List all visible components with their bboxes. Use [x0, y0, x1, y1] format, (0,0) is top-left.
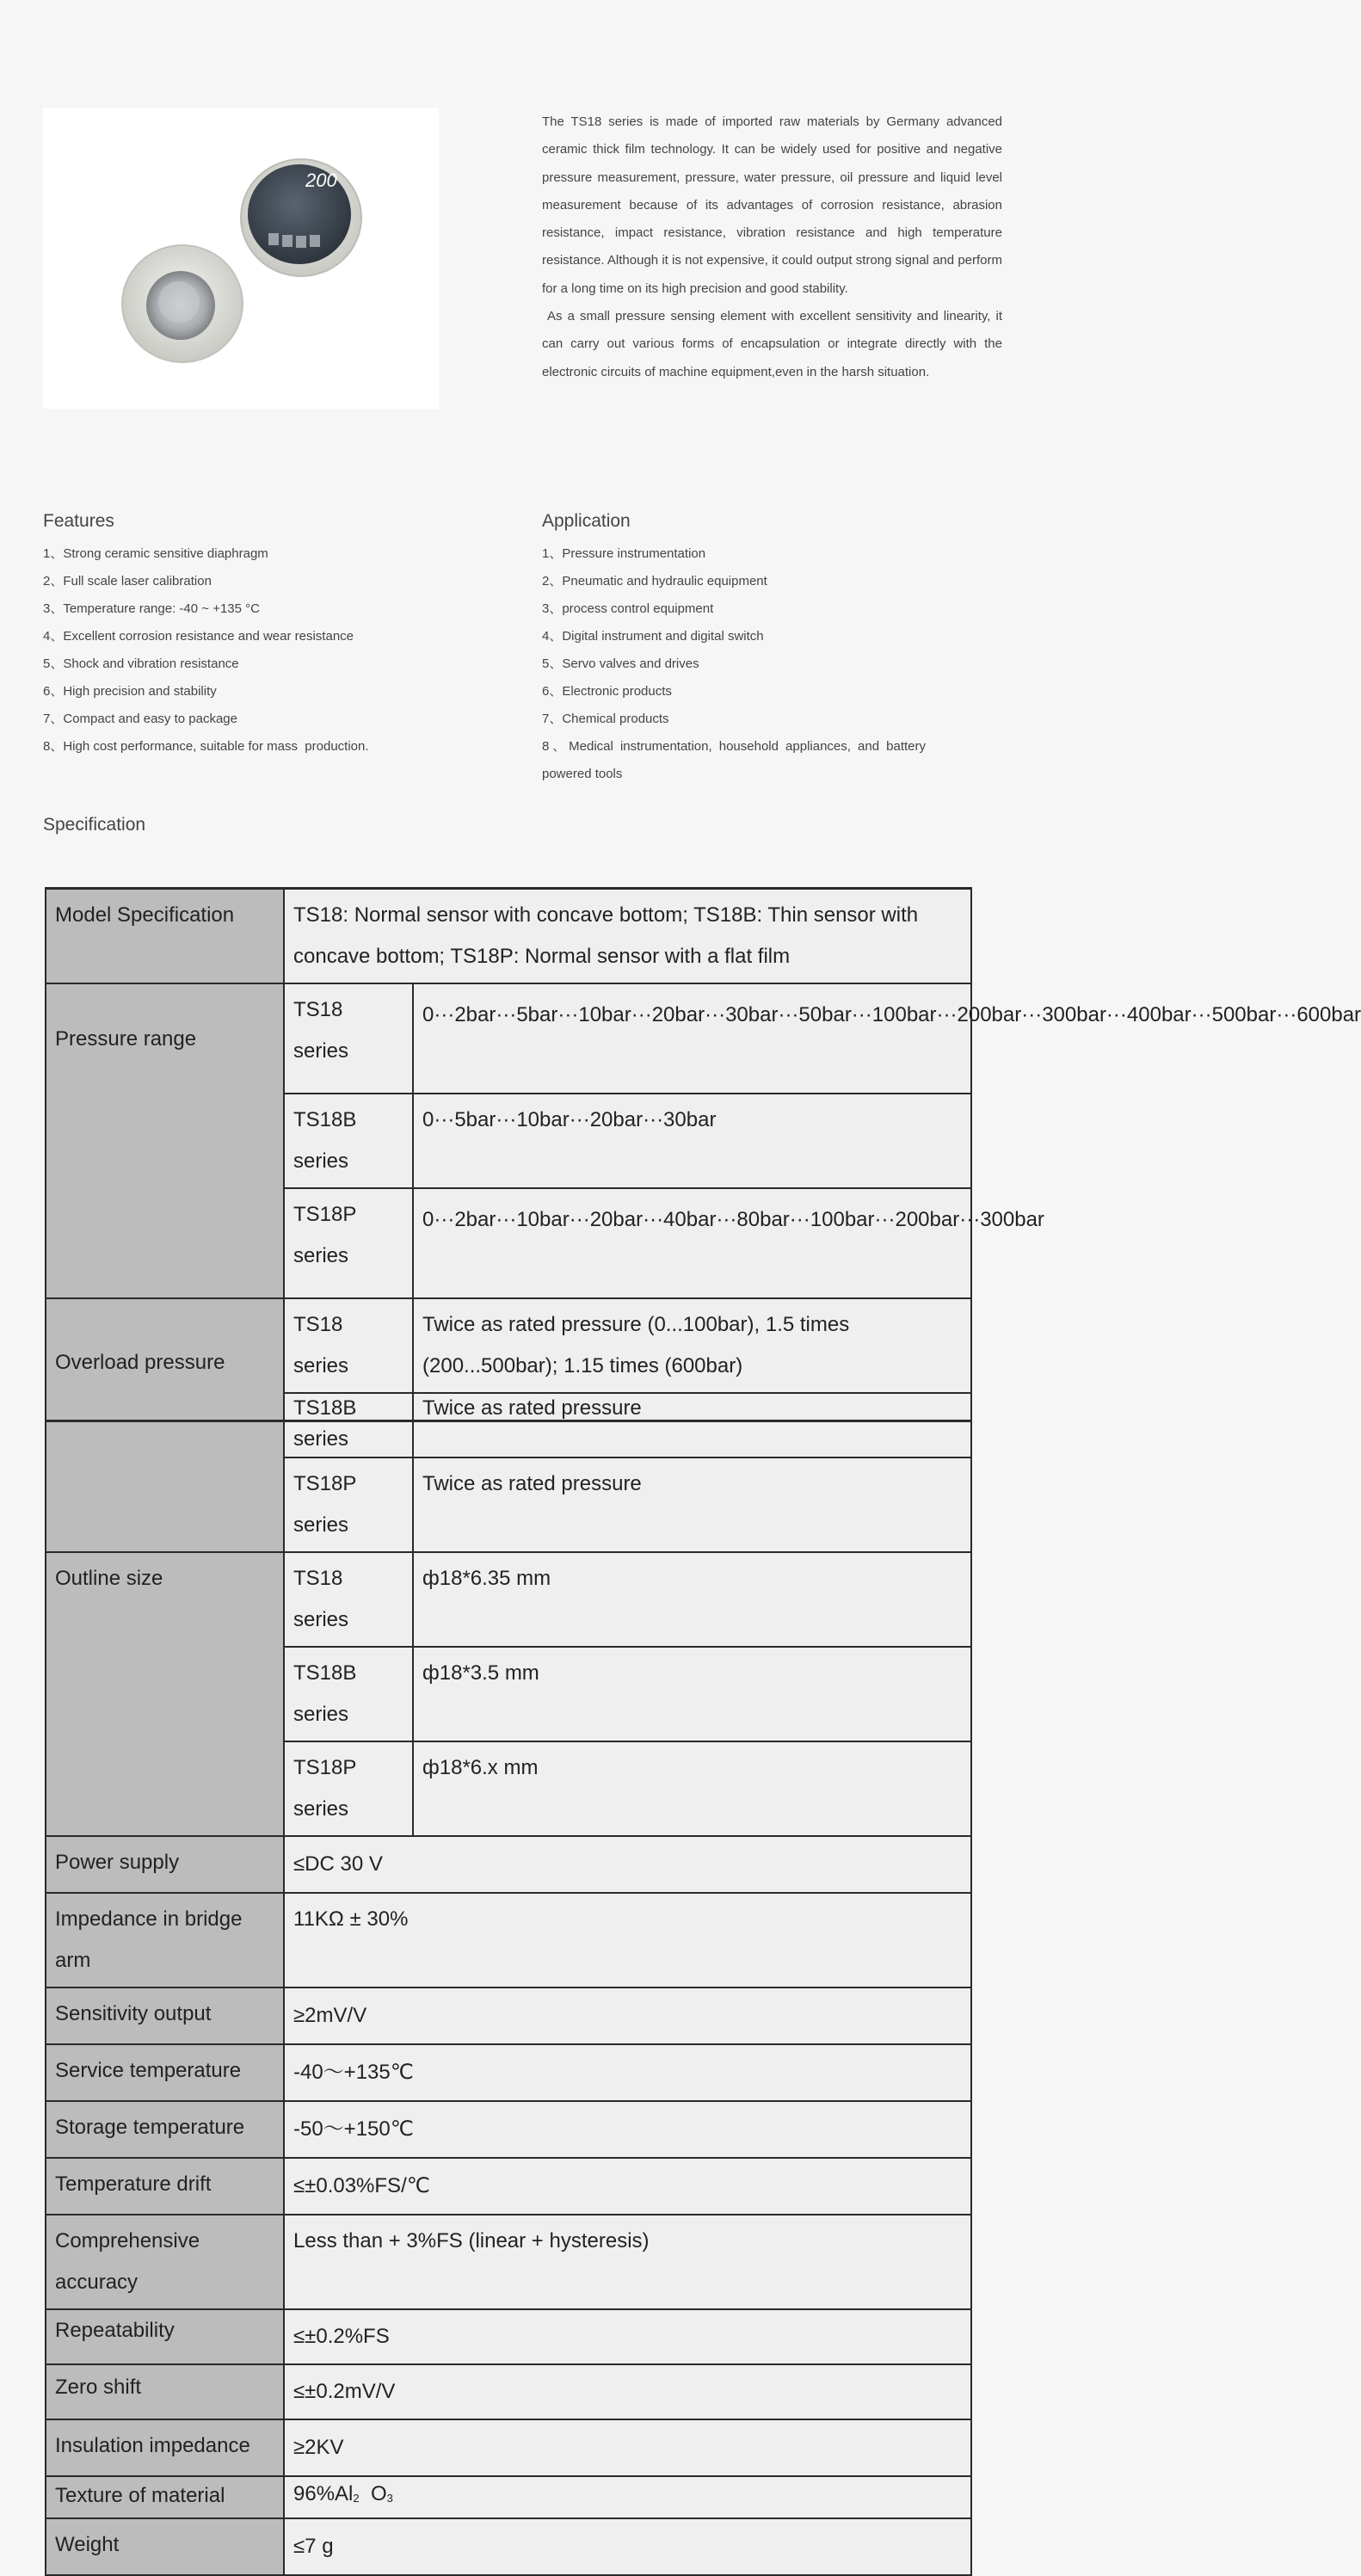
- spec-value: 0···5bar···10bar···20bar···30bar: [413, 1094, 971, 1188]
- spec-label: Impedance in bridge arm: [46, 1893, 284, 1987]
- features-list: [43, 540, 490, 761]
- spec-label: Repeatability: [46, 2309, 284, 2364]
- spec-value: ф18*6.35 mm: [413, 1552, 971, 1647]
- sensor-top-view: [241, 159, 361, 276]
- table-row: [46, 983, 971, 1094]
- table-row: [46, 2476, 971, 2518]
- table-row: [46, 2309, 971, 2364]
- application-heading: Application: [542, 511, 631, 531]
- table-row: [46, 2215, 971, 2309]
- spec-label: Sensitivity output: [46, 1987, 284, 2044]
- feature-item: 6、High precision and stability: [43, 684, 217, 699]
- spec-value: ф18*6.x mm: [413, 1741, 971, 1836]
- spec-sublabel: TS18 series: [284, 1552, 413, 1647]
- spec-value-material: [284, 2476, 971, 2518]
- table-row: [46, 1893, 971, 1987]
- spec-value: ≤±0.2mV/V: [284, 2364, 971, 2419]
- spec-label: Service temperature: [46, 2044, 284, 2101]
- feature-item: 2、Full scale laser calibration: [43, 574, 212, 589]
- spec-sublabel: TS18B series: [284, 1647, 413, 1741]
- spec-sublabel: TS18P series: [284, 1188, 413, 1298]
- spec-label: Texture of material: [46, 2476, 284, 2518]
- application-item: 2、Pneumatic and hydraulic equipment: [542, 574, 767, 589]
- description-paragraph-1: The TS18 series is made of imported raw materials by Germany advanced ceramic thick film technology. It can be widely used for positive and negative pressure measurement, pressure, water pressure, oil pressure and liquid level measurement because of its advantages of corrosion resistance, abrasion resistance, impact resistance, vibration resistance and high temperature resistance. Although it is not expensive, it could output strong signal and perform for a long time on its high precision and good stability.: [542, 114, 1002, 296]
- spec-value: 0···2bar···5bar···10bar···20bar···30bar···50bar···100bar···200bar···300bar···400bar···500bar···600bar: [413, 983, 971, 1094]
- spec-label: Storage temperature: [46, 2101, 284, 2158]
- feature-item: 5、Shock and vibration resistance: [43, 656, 239, 671]
- feature-item: 1、Strong ceramic sensitive diaphragm: [43, 546, 268, 561]
- specification-table: [45, 887, 1361, 2576]
- feature-item: 4、Excellent corrosion resistance and wear resistance: [43, 629, 354, 644]
- specification-heading: Specification: [43, 815, 146, 835]
- sensor-marking: 200: [305, 169, 337, 191]
- spec-label: Outline size: [46, 1552, 284, 1836]
- product-image: [43, 108, 439, 409]
- spec-value: -50～+150℃: [284, 2101, 971, 2158]
- feature-item: 3、Temperature range: -40 ~ +135 °C: [43, 601, 260, 616]
- feature-item: 7、Compact and easy to package: [43, 712, 237, 726]
- spec-label: Insulation impedance: [46, 2419, 284, 2476]
- sensor-bottom-view: [122, 245, 243, 362]
- spec-sublabel: TS18B series: [284, 1094, 413, 1188]
- table-row: [46, 1298, 971, 1393]
- table-row: [46, 2364, 971, 2419]
- material-formula-sub: 2: [353, 2492, 360, 2505]
- spec-value: TS18: Normal sensor with concave bottom; TS18B: Thin sensor with concave bottom; TS18P: Normal sensor with a flat film: [284, 889, 971, 984]
- table-row: [46, 2101, 971, 2158]
- application-item: 5、Servo valves and drives: [542, 656, 699, 671]
- spec-value: ф18*3.5 mm: [413, 1647, 971, 1741]
- spec-sublabel: TS18 series: [284, 1298, 413, 1393]
- spec-label: Overload pressure: [46, 1298, 284, 1421]
- spec-value: 0···2bar···10bar···20bar···40bar···80bar···100bar···200bar···300bar: [413, 1188, 971, 1298]
- table-row: [46, 2518, 971, 2575]
- table-row: [46, 2419, 971, 2476]
- product-description: [542, 108, 1007, 386]
- description-paragraph-2: As a small pressure sensing element with excellent sensitivity and linearity, it can carry out various forms of encapsulation or integrate directly with the electronic circuits of machine equipment,even in the harsh situation.: [542, 309, 1007, 379]
- spec-value: Less than + 3%FS (linear + hysteresis): [284, 2215, 971, 2309]
- spec-sublabel: TS18P series: [284, 1741, 413, 1836]
- spec-sublabel: TS18B: [284, 1393, 413, 1421]
- spec-sublabel: series: [284, 1421, 413, 1458]
- material-formula-sub: 3: [386, 2492, 393, 2505]
- spec-value: -40～+135℃: [284, 2044, 971, 2101]
- spec-label: Model Specification: [46, 889, 284, 984]
- spec-value: ≤7 g: [284, 2518, 971, 2575]
- spec-sublabel: TS18P series: [284, 1457, 413, 1552]
- spec-label: Temperature drift: [46, 2158, 284, 2215]
- application-item: 3、process control equipment: [542, 601, 714, 616]
- spec-label: Power supply: [46, 1836, 284, 1893]
- spec-label: Pressure range: [46, 983, 284, 1298]
- table-row: [46, 1421, 971, 1458]
- features-heading: Features: [43, 511, 114, 531]
- application-item: 7、Chemical products: [542, 712, 669, 726]
- table-row: [46, 2158, 971, 2215]
- spec-value: ≥2mV/V: [284, 1987, 971, 2044]
- material-formula-main: 96%Al: [293, 2482, 354, 2505]
- spec-value: Twice as rated pressure: [413, 1457, 971, 1552]
- spec-label: Comprehensive accuracy: [46, 2215, 284, 2309]
- spec-value: ≤±0.2%FS: [284, 2309, 971, 2364]
- application-item: 6、Electronic products: [542, 684, 672, 699]
- spec-value: Twice as rated pressure: [413, 1393, 971, 1421]
- spec-label: Zero shift: [46, 2364, 284, 2419]
- sensor-illustration: [43, 108, 439, 409]
- spec-value: Twice as rated pressure (0...100bar), 1.5 times (200...500bar); 1.15 times (600bar): [413, 1298, 971, 1393]
- spec-value: ≤DC 30 V: [284, 1836, 971, 1893]
- application-list: [542, 540, 926, 788]
- feature-item: 8、High cost performance, suitable for mass production.: [43, 739, 369, 754]
- spec-label-continued: [46, 1421, 284, 1553]
- table-row: [46, 1836, 971, 1893]
- application-item: 4、Digital instrument and digital switch: [542, 629, 764, 644]
- spec-value: 11KΩ ± 30%: [284, 1893, 971, 1987]
- spec-value: ≤±0.03%FS/℃: [284, 2158, 971, 2215]
- spec-value-empty: [413, 1421, 971, 1458]
- table-row: [46, 889, 971, 984]
- spec-value: ≥2KV: [284, 2419, 971, 2476]
- material-formula-oxygen: O: [370, 2482, 387, 2505]
- application-item: 1、Pressure instrumentation: [542, 546, 706, 561]
- spec-label: Weight: [46, 2518, 284, 2575]
- application-item: 8、Medical instrumentation, household appliances, and battery powered tools: [542, 739, 926, 781]
- spec-sublabel: TS18 series: [284, 983, 413, 1094]
- table-row: [46, 1552, 971, 1647]
- table-row: [46, 2044, 971, 2101]
- table-row: [46, 1987, 971, 2044]
